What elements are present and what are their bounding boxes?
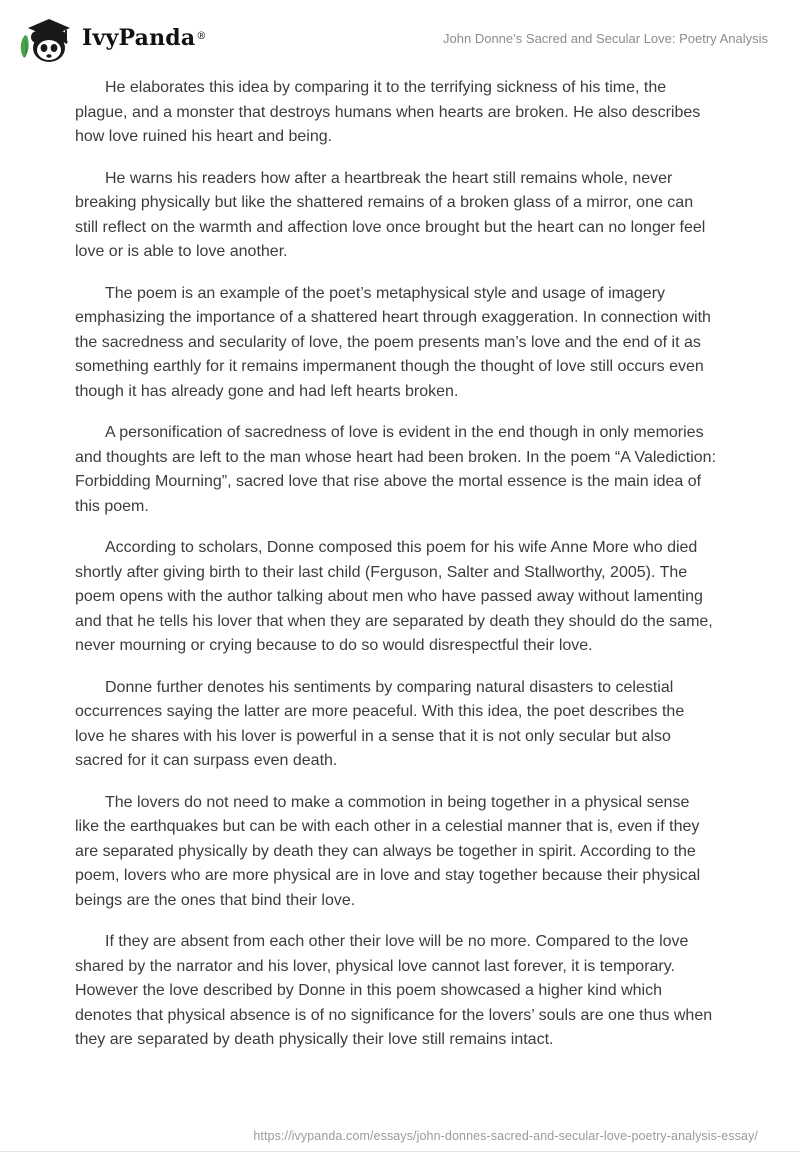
page-header [0,0,800,66]
source-url: https://ivypanda.com/essays/john-donnes-sacred-and-secular-love-poetry-analysis-essay/ [253,1129,758,1143]
essay-paragraph: Donne further denotes his sentiments by comparing natural disasters to celestial occurrences saying the latter are more peaceful. With this idea, the poet describes the love he shares with his lover is powerful in a sense that it is not only secular but also sacred for it can surpass even death. [75,678,685,769]
page-footer [0,1127,758,1145]
essay-paragraph: According to scholars, Donne composed this poem for his wife Anne More who died shortly after giving birth to their last child (Ferguson, Salter and Stallworthy, 2005). The poem opens with the author talking about men who have passed away without lamenting and that he tells his lover that when they are separated by death they should do the same, never mourning or crying because to do so would disrespectful their love. [75,539,713,654]
ivypanda-logo-icon [18,11,72,65]
page-bottom-divider [0,1151,800,1152]
essay-paragraph: A personification of sacredness of love is evident in the end though in only memories and thoughts are left to the man whose heart had been broken. In the poem “A Valediction: Forbidding Mourning”, sacred love that rise above the mortal essence is the main idea of this poem. [75,424,717,515]
essay-paragraph: He warns his readers how after a heartbreak the heart still remains whole, never breaking physically but like the shattered remains of a broken glass of a mirror, one can still reflect on the warmth and affection love once brought but the heart can no longer feel love or is able to love another. [75,169,706,260]
brand-name: IvyPanda [82,25,196,51]
brand [18,11,206,65]
essay-content [0,66,800,1053]
document-title: John Donne’s Sacred and Secular Love: Poetry Analysis [443,30,768,46]
essay-paragraph: The poem is an example of the poet’s metaphysical style and usage of imagery emphasizing the importance of a shattered heart through exaggeration. In connection with the sacredness and secularity of love, the poem presents man’s love and the end of it as something earthly for it remains impermanent though the thought of love still occurs even though it has already gone and had left hearts broken. [75,284,711,400]
essay-paragraph: He elaborates this idea by comparing it to the terrifying sickness of his time, the plague, and a monster that destroys humans when hearts are broken. He also describes how love ruined his heart and being. [75,79,701,145]
brand-wordmark [82,25,206,51]
registered-mark: ® [196,30,207,42]
essay-paragraph: If they are absent from each other their love will be no more. Compared to the love shared by the narrator and his lover, physical love cannot last forever, it is temporary. However the love described by Donne in this poem showcased a higher kind which denotes that physical absence is of no significance for the lovers’ souls are one thus when they are separated by death physically their love still remains intact. [75,933,713,1048]
essay-paragraph: The lovers do not need to make a commotion in being together in a physical sense like the earthquakes but can be with each other in a celestial manner that is, even if they are separated physically by death they can always be together in spirit. According to the poem, lovers who are more physical are in love and stay together because their physical beings are the ones that bind their love. [75,793,701,909]
